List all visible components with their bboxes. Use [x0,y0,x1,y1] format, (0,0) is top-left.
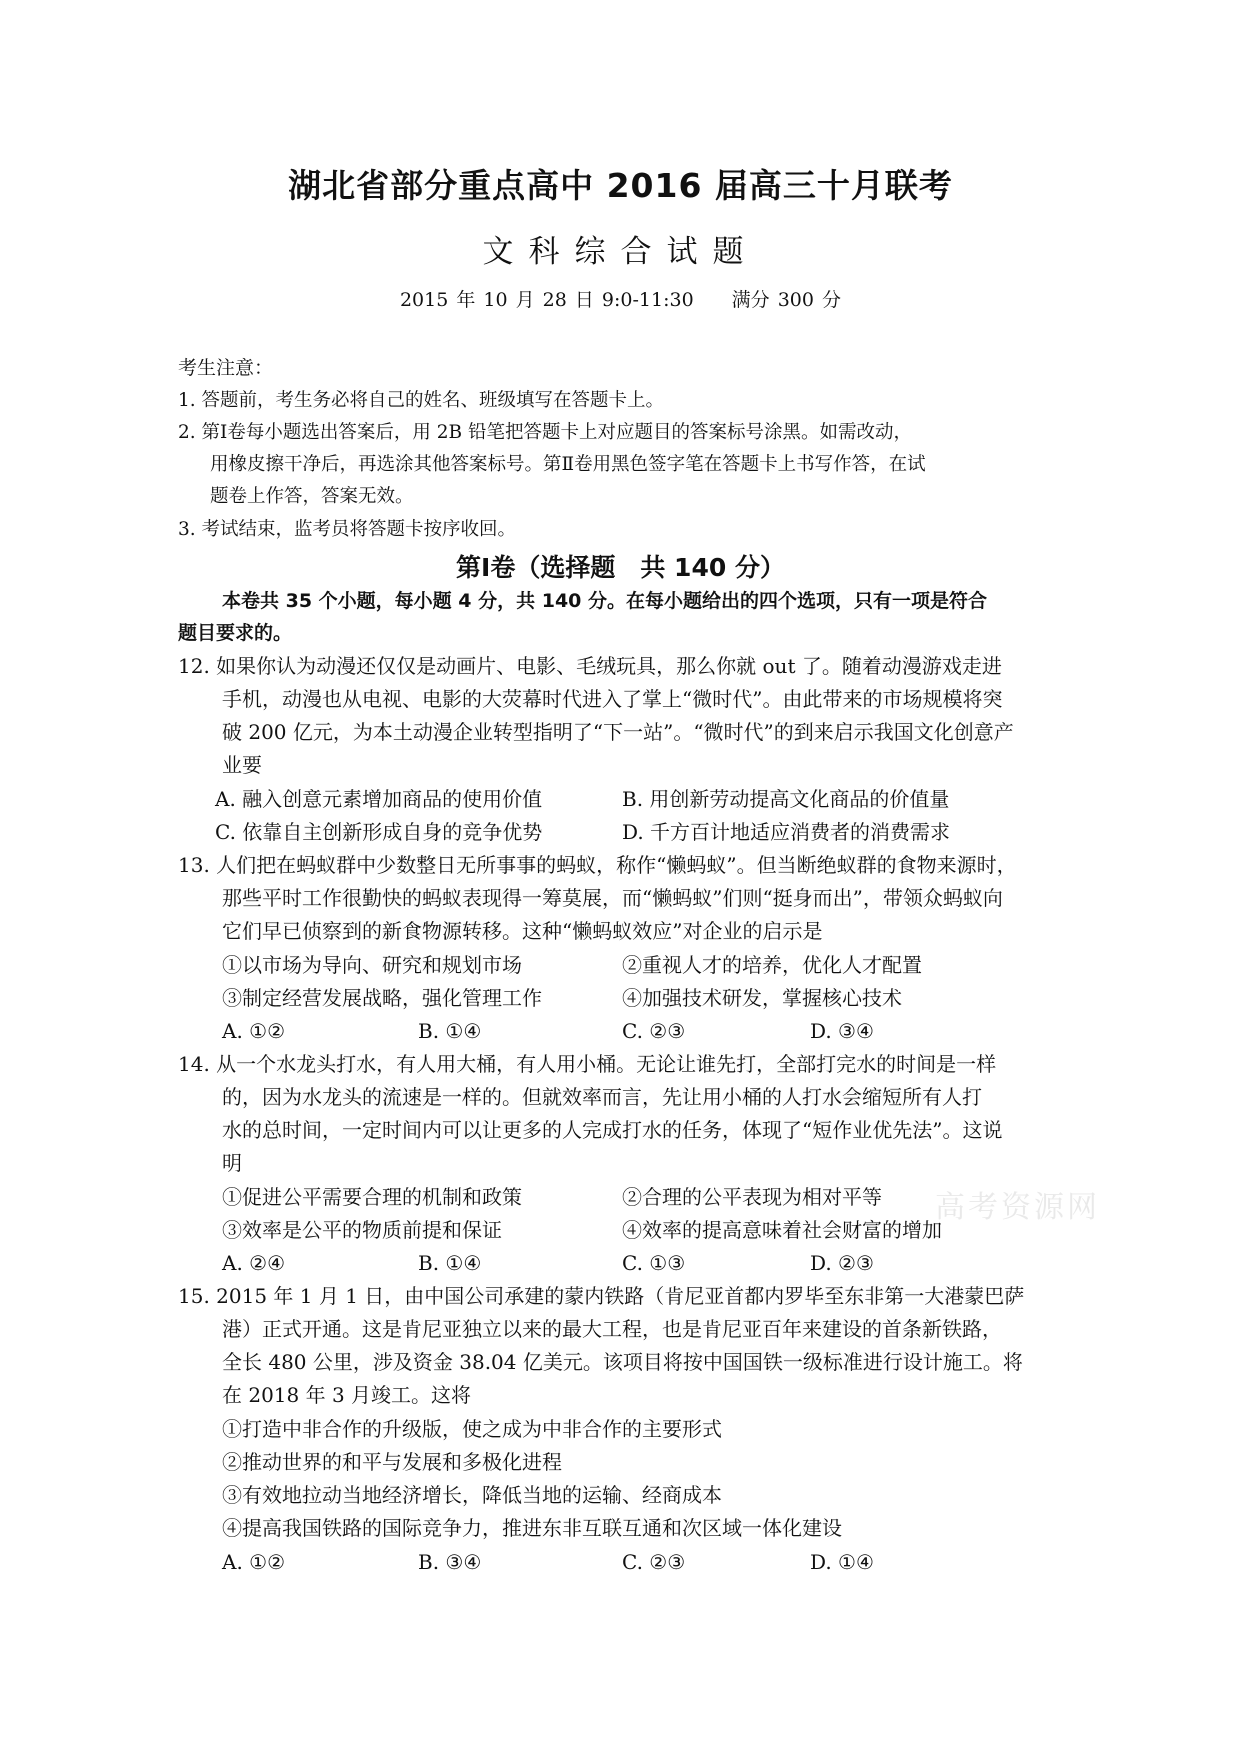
exam-subtitle: 文科综合试题 [482,234,759,270]
question-14-text: 明 [222,1151,242,1175]
section-title: 第Ⅰ卷（选择题 共 140 分） [456,553,785,582]
question-14-statement-3: ③效率是公平的物质前提和保证 [222,1218,502,1242]
question-15-statement-2: ②推动世界的和平与发展和多极化进程 [222,1450,562,1474]
notice-line: 2. 第Ⅰ卷每小题选出答案后，用 2B 铅笔把答题卡上对应题目的答案标号涂黑。如需改动， [178,422,912,443]
question-12-option-c: C. 依靠自主创新形成自身的竞争优势 [215,820,543,844]
question-15-statement-1: ①打造中非合作的升级版，使之成为中非合作的主要形式 [222,1417,722,1441]
question-15-option-c: C. ②③ [622,1550,686,1574]
question-13-option-a: A. ①② [222,1019,286,1043]
question-14-statement-2: ②合理的公平表现为相对平等 [622,1185,882,1209]
question-14-option-d: D. ②③ [810,1251,874,1275]
question-15-text: 全长 480 公里，涉及资金 38.04 亿美元。该项目将按中国国铁一级标准进行设计施工。将 [222,1350,1023,1374]
question-13-statement-4: ④加强技术研发，掌握核心技术 [622,986,902,1010]
question-13-text: 它们早已侦察到的新食物源转移。这种“懒蚂蚁效应”对企业的启示是 [222,919,823,943]
question-14-option-b: B. ①④ [418,1251,482,1275]
question-15-statement-4: ④提高我国铁路的国际竞争力，推进东非互联互通和次区域一体化建设 [222,1516,842,1540]
section-intro: 本卷共 35 个小题，每小题 4 分，共 140 分。在每小题给出的四个选项，只有一项是符合 [222,590,988,612]
question-12-option-b: B. 用创新劳动提高文化商品的价值量 [622,787,950,811]
question-13-option-b: B. ①④ [418,1019,482,1043]
question-15-statement-3: ③有效地拉动当地经济增长，降低当地的运输、经商成本 [222,1483,722,1507]
question-12-text: 12. 如果你认为动漫还仅仅是动画片、电影、毛绒玩具，那么你就 out 了。随着动漫游戏走进 [178,654,1002,678]
question-15-text: 在 2018 年 3 月竣工。这将 [222,1383,472,1407]
question-14-text: 14. 从一个水龙头打水，有人用大桶，有人用小桶。无论让谁先打，全部打完水的时间是一样 [178,1052,997,1076]
question-13-statement-3: ③制定经营发展战略，强化管理工作 [222,986,542,1010]
question-12-option-d: D. 千方百计地适应消费者的消费需求 [622,820,951,844]
question-13-option-d: D. ③④ [810,1019,874,1043]
question-15-text: 港）正式开通。这是肯尼亚独立以来的最大工程，也是肯尼亚百年来建设的首条新铁路， [222,1317,1002,1341]
question-15-option-b: B. ③④ [418,1550,482,1574]
question-12-text: 业要 [222,753,262,777]
question-14-text: 的，因为水龙头的流速是一样的。但就效率而言，先让用小桶的人打水会缩短所有人打 [222,1085,982,1109]
question-13-statement-1: ①以市场为导向、研究和规划市场 [222,953,522,977]
question-14-option-a: A. ②④ [222,1251,286,1275]
exam-time-and-score: 2015 年 10 月 28 日 9:0-11:30 满分 300 分 [399,289,842,311]
question-12-option-a: A. 融入创意元素增加商品的使用价值 [215,787,543,811]
question-15-text: 15. 2015 年 1 月 1 日，由中国公司承建的蒙内铁路（肯尼亚首都内罗毕至东非第一大港蒙巴萨 [178,1284,1025,1308]
notice-line: 1. 答题前，考生务必将自己的姓名、班级填写在答题卡上。 [178,390,665,411]
question-14-statement-1: ①促进公平需要合理的机制和政策 [222,1185,522,1209]
notice-line: 题卷上作答，答案无效。 [210,486,414,507]
watermark: 高考资源网 [935,1190,1100,1225]
question-14-option-c: C. ①③ [622,1251,686,1275]
question-13-text: 13. 人们把在蚂蚁群中少数整日无所事事的蚂蚁，称作“懒蚂蚁”。但当断绝蚁群的食物来源时， [178,853,1017,877]
notice-heading: 考生注意： [178,357,274,379]
question-15-option-a: A. ①② [222,1550,286,1574]
question-12-text: 破 200 亿元，为本土动漫企业转型指明了“下一站”。“微时代”的到来启示我国文化创意产 [222,720,1014,744]
exam-title: 湖北省部分重点高中 2016 届高三十月联考 [288,166,953,205]
question-12-text: 手机，动漫也从电视、电影的大荧幕时代进入了掌上“微时代”。由此带来的市场规模将突 [222,687,1003,711]
question-14-statement-4: ④效率的提高意味着社会财富的增加 [622,1218,942,1242]
question-14-text: 水的总时间，一定时间内可以让更多的人完成打水的任务，体现了“短作业优先法”。这说 [222,1118,1003,1142]
question-13-option-c: C. ②③ [622,1019,686,1043]
question-13-text: 那些平时工作很勤快的蚂蚁表现得一筹莫展，而“懒蚂蚁”们则“挺身而出”，带领众蚂蚁向 [222,886,1003,910]
notice-line: 用橡皮擦干净后，再选涂其他答案标号。第Ⅱ卷用黑色签字笔在答题卡上书写作答，在试 [210,454,926,475]
section-intro: 题目要求的。 [178,622,293,644]
question-13-statement-2: ②重视人才的培养，优化人才配置 [622,953,922,977]
notice-line: 3. 考试结束，监考员将答题卡按序收回。 [178,519,517,540]
question-15-option-d: D. ①④ [810,1550,874,1574]
